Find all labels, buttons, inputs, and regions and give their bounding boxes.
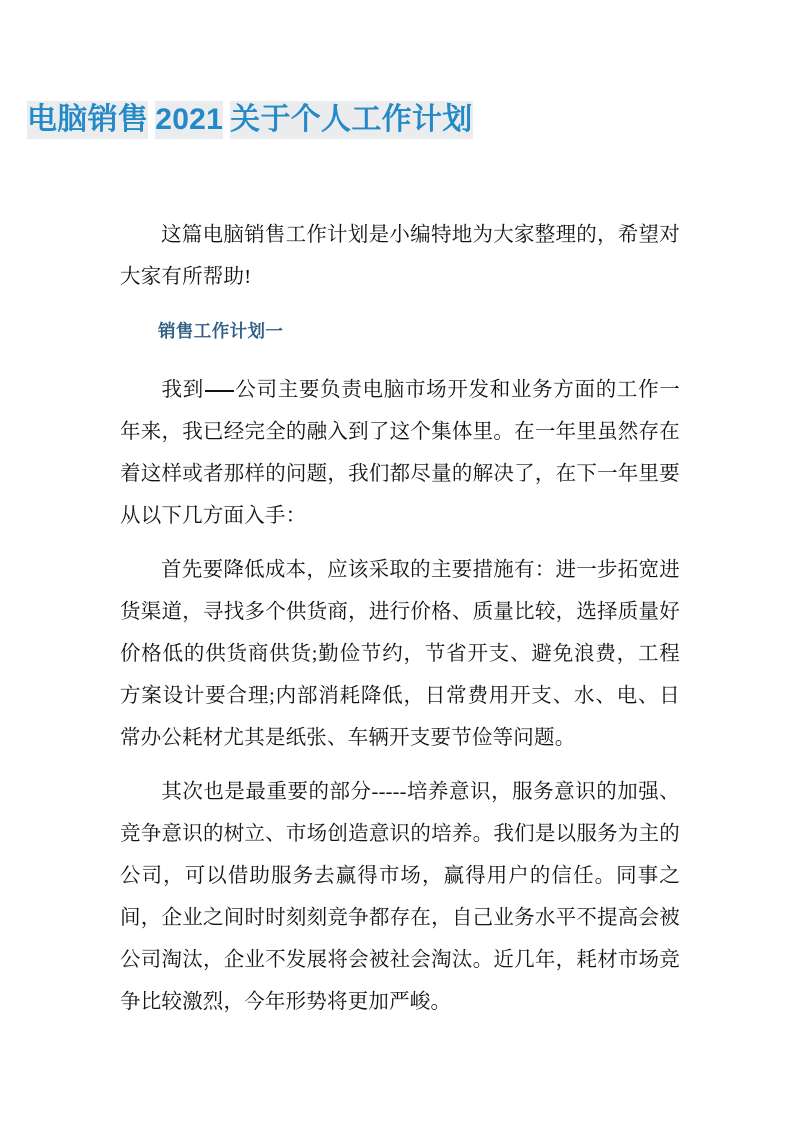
paragraph-block-3 <box>120 771 680 1023</box>
sub-heading-block <box>120 310 680 352</box>
body-paragraph-3 <box>120 771 680 1023</box>
fill-in-blank-underline <box>205 390 234 392</box>
paragraph-3-text: 其次也是最重要的部分-----培养意识，服务意识的加强、竞争意识的树立、市场创造意识的培养。我们是以服务为主的公司，可以借助服务去赢得市场，赢得用户的信任。同事之间，企业之间时时刻刻竞争都存在，自己业务水平不提高会被公司淘汰，企业不发展将会被社会淘汰。近几年，耗材市场竞争比较激烈，今年形势将更加严峻。 <box>120 781 680 1013</box>
paragraph-2-text: 首先要降低成本，应该采取的主要措施有：进一步拓宽进货渠道，寻找多个供货商，进行价格、质量比较，选择质量好价格低的供货商供货;勤俭节约，节省开支、避免浪费，工程方案设计要合理;内部消耗降低，日常费用开支、水、电、日常办公耗材尤其是纸张、车辆开支要节俭等问题。 <box>120 559 680 749</box>
section-heading-1-text: 销售工作计划一 <box>158 321 284 341</box>
intro-paragraph-text: 这篇电脑销售工作计划是小编特地为大家整理的，希望对大家有所帮助! <box>120 224 680 288</box>
intro-paragraph <box>120 214 680 298</box>
page-title-segment-1: 电脑销售 <box>27 101 148 139</box>
page-title <box>27 97 567 144</box>
intro-block <box>120 214 680 298</box>
body-paragraph-2 <box>120 549 680 759</box>
section-heading-1 <box>120 310 680 352</box>
paragraph-block-2 <box>120 549 680 759</box>
paragraph-1-prefix: 我到 <box>161 379 204 401</box>
page-title-segment-2: 2021 <box>155 101 223 139</box>
paragraph-1-suffix: 公司主要负责电脑市场开发和业务方面的工作一年来，我已经完全的融入到了这个集体里。在一年里虽然存在着这样或者那样的问题，我们都尽量的解决了，在下一年里要从以下几方面入手： <box>120 379 680 527</box>
paragraph-block-1 <box>120 369 680 537</box>
body-paragraph-1 <box>120 369 680 537</box>
page-title-segment-3: 关于个人工作计划 <box>230 101 472 139</box>
